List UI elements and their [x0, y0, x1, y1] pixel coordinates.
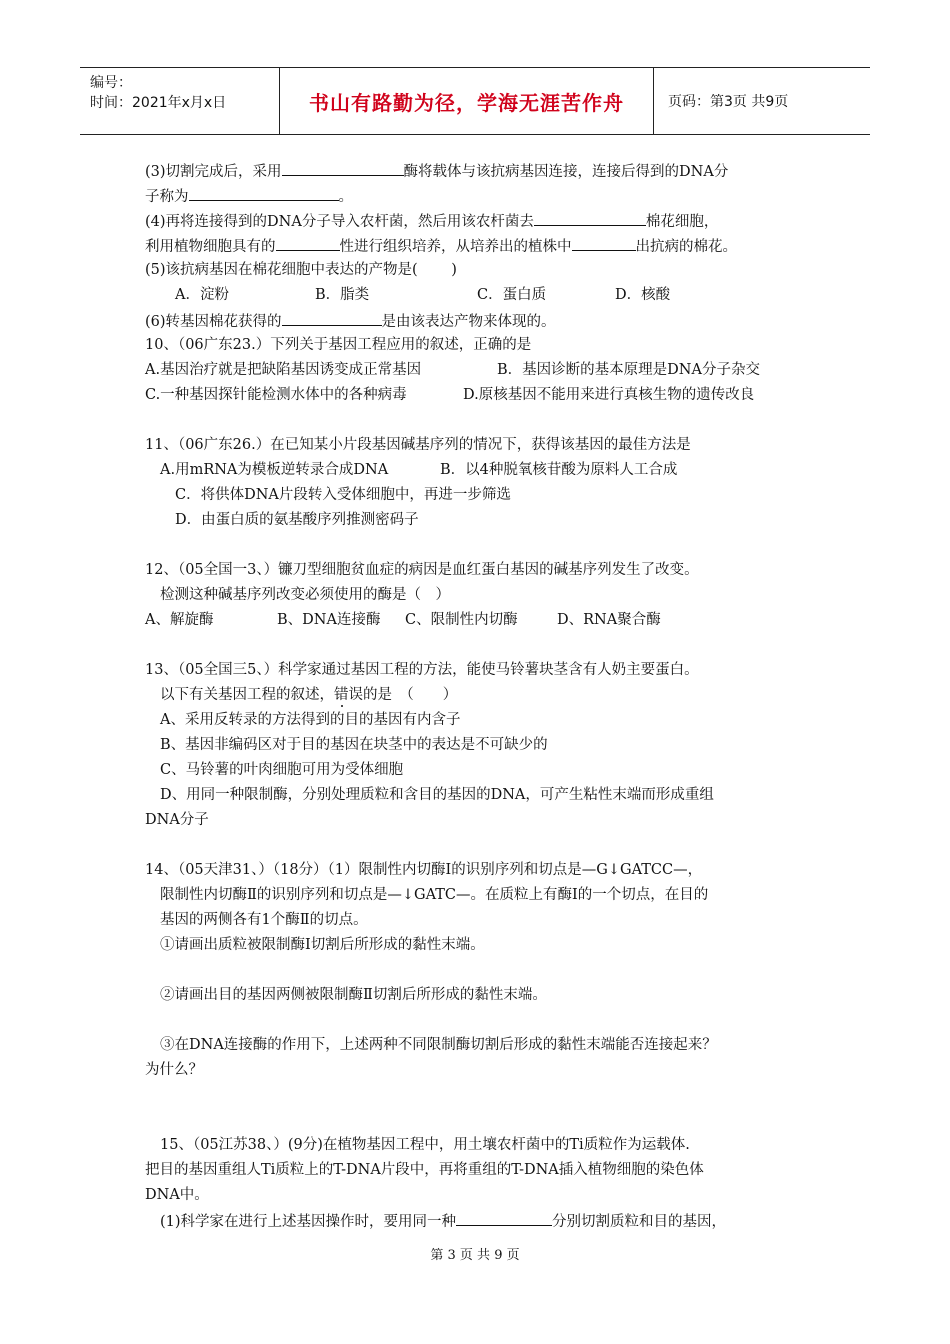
option[interactable]: B．以4种脱氧核苷酸为原料人工合成: [440, 462, 678, 478]
text-line: (4)再将连接得到的DNA分子导入农杆菌，然后用该农杆菌去 棉花细胞，: [145, 208, 810, 233]
option[interactable]: B、DNA连接酶: [277, 612, 381, 628]
blank-field[interactable]: [456, 1208, 552, 1226]
options-line: [145, 458, 810, 483]
option[interactable]: A、采用反转录的方法得到的目的基因有内含子: [160, 712, 461, 728]
text-line: DNA分子: [145, 812, 209, 828]
option[interactable]: C、马铃薯的叶肉细胞可用为受体细胞: [160, 762, 404, 778]
text-line: 检测这种碱基序列改变必须使用的酶是（ ）: [160, 587, 450, 603]
page-header: [80, 67, 870, 135]
option[interactable]: B．脂类: [315, 287, 370, 303]
text-line: DNA中。: [145, 1187, 209, 1203]
page-footer: 第 3 页 共 9 页: [430, 1248, 520, 1263]
option[interactable]: D、RNA聚合酶: [557, 612, 661, 628]
blank-field[interactable]: [282, 308, 382, 326]
text-line: (6)转基因棉花获得的 是由该表达产物来体现的。: [145, 308, 810, 333]
option[interactable]: A、解旋酶: [145, 612, 214, 628]
document-body: [145, 158, 810, 1233]
text-line: (3)切割完成后，采用 酶将载体与该抗病基因连接，连接后得到的DNA分: [145, 158, 810, 183]
question-13: 13、（05全国三5、）科学家通过基因工程的方法，能使马铃薯块茎含有人奶主要蛋白。: [145, 662, 699, 678]
blank-field[interactable]: [282, 158, 404, 176]
blank-field[interactable]: [534, 208, 646, 226]
option[interactable]: B、基因非编码区对于目的基因在块茎中的表达是不可缺少的: [160, 737, 548, 753]
text-line: 限制性内切酶Ⅱ的识别序列和切点是—↓GATC—。在质粒上有酶Ⅰ的一个切点，在目的: [160, 887, 709, 903]
text-line: (1)科学家在进行上述基因操作时，要用同一种 分别切割质粒和目的基因，: [145, 1208, 810, 1233]
text-line: (5)该抗病基因在棉花细胞中表达的产物是( ): [145, 262, 457, 278]
option[interactable]: C、限制性内切酶: [405, 612, 518, 628]
option[interactable]: A．淀粉: [175, 287, 229, 303]
blank-field[interactable]: [189, 183, 339, 201]
text-line: 把目的基因重组人Ti质粒上的T-DNA片段中，再将重组的T-DNA插入植物细胞的染色体: [145, 1162, 704, 1178]
text-line: 以下有关基因工程的叙述，错误的是 （ ）: [160, 687, 458, 703]
option[interactable]: D、用同一种限制酶，分别处理质粒和含目的基因的DNA，可产生粘性末端而形成重组: [160, 787, 714, 803]
option[interactable]: D．核酸: [615, 287, 671, 303]
options-line: [145, 358, 810, 383]
emphasis-char: 错: [334, 687, 349, 703]
question-15: 15、（05江苏38、）(9分)在植物基因工程中，用土壤农杆菌中的Ti质粒作为运载体.: [160, 1137, 690, 1153]
option[interactable]: A.基因治疗就是把缺陷基因诱变成正常基因: [145, 362, 422, 378]
page-label: 页码：第3页 共9页: [668, 94, 789, 110]
options-line: [145, 383, 810, 408]
subquestion: ③在DNA连接酶的作用下，上述两种不同限制酶切割后形成的黏性末端能否连接起来？: [160, 1037, 717, 1053]
option[interactable]: B．基因诊断的基本原理是DNA分子杂交: [497, 362, 760, 378]
option[interactable]: C．将供体DNA片段转入受体细胞中，再进一步筛选: [175, 487, 511, 503]
number-label: 编号：: [90, 75, 132, 91]
options-line: [145, 283, 810, 308]
question-14: 14、（05天津31、）（18分）（1）限制性内切酶Ⅰ的识别序列和切点是—G↓GATCC—，: [145, 862, 703, 878]
blank-field[interactable]: [276, 233, 340, 251]
option[interactable]: D.原核基因不能用来进行真核生物的遗传改良: [463, 387, 755, 403]
header-motto: [280, 68, 654, 134]
option[interactable]: D．由蛋白质的氨基酸序列推测密码子: [175, 512, 419, 528]
option[interactable]: A.用mRNA为模板逆转录合成DNA: [160, 462, 389, 478]
time-label: 时间：2021年x月x日: [90, 95, 227, 111]
question-11: 11、（06广东26.）在已知某小片段基因碱基序列的情况下，获得该基因的最佳方法是: [145, 437, 691, 453]
motto-text: 书山有路勤为径，学海无涯苦作舟: [309, 90, 624, 115]
option[interactable]: C．蛋白质: [477, 287, 547, 303]
blank-field[interactable]: [572, 233, 636, 251]
text-line: 子称为 。: [145, 183, 810, 208]
subquestion: ②请画出目的基因两侧被限制酶Ⅱ切割后所形成的黏性末端。: [160, 987, 547, 1003]
option[interactable]: C.一种基因探针能检测水体中的各种病毒: [145, 387, 407, 403]
text-line: 为什么？: [145, 1062, 203, 1078]
question-10: 10、（06广东23.）下列关于基因工程应用的叙述，正确的是: [145, 337, 532, 353]
text-line: 利用植物细胞具有的 性进行组织培养，从培养出的植株中 出抗病的棉花。: [145, 233, 810, 258]
options-line: [145, 608, 810, 633]
subquestion: ①请画出质粒被限制酶Ⅰ切割后所形成的黏性末端。: [160, 937, 485, 953]
header-meta: [80, 68, 280, 134]
question-12: 12、（05全国一3、）镰刀型细胞贫血症的病因是血红蛋白基因的碱基序列发生了改变。: [145, 562, 699, 578]
text-line: 基因的两侧各有1个酶Ⅱ的切点。: [160, 912, 368, 928]
